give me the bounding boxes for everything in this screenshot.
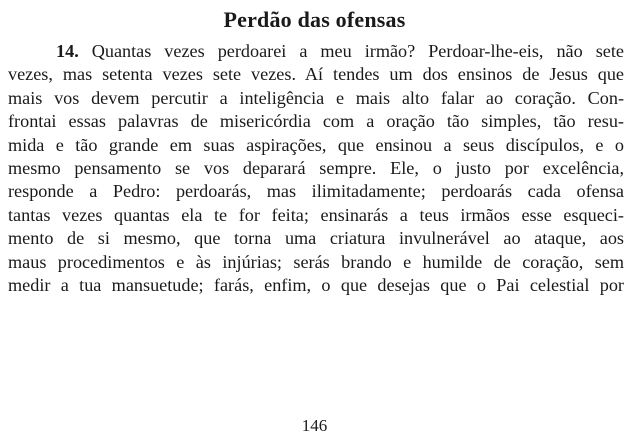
- page-number: 146: [301, 416, 328, 435]
- text-line: frontai essas palavras de misericórdia com a oração tão simples, tão resu-: [8, 111, 624, 132]
- text-line: vezes, mas setenta vezes sete vezes. Aí tendes um dos ensinos de Jesus que: [8, 64, 624, 85]
- text-line: responde a Pedro: perdoarás, mas ilimitadamente; perdoarás cada ofensa: [8, 181, 624, 202]
- text-line: tantas vezes quantas ela te for feita; ensinarás a teus irmãos esse esqueci-: [8, 204, 624, 225]
- text-line: [8, 40, 624, 63]
- text-line: mento de si mesmo, que torna uma criatura invulnerável ao ataque, aos: [8, 228, 624, 249]
- page-title: Perdão das ofensas: [223, 7, 406, 32]
- paragraph-number: 14.: [56, 41, 79, 61]
- text-line: mida e tão grande em suas aspirações, que ensinou a seus discípulos, e o: [8, 134, 624, 155]
- text-line-content: Quantas vezes perdoarei a meu irmão? Perdoar-lhe-eis, não sete: [78, 41, 624, 61]
- text-line: mesmo pensamento se vos deparará sempre. Ele, o justo por excelência,: [8, 157, 624, 178]
- paragraph-14: [8, 40, 624, 297]
- text-line: medir a tua mansuetude; farás, enfim, o que desejas que o Pai celestial por: [8, 274, 624, 295]
- text-line: maus procedimentos e às injúrias; serás brando e humilde de coração, sem: [8, 251, 624, 272]
- text-line: mais vos devem percutir a inteligência e mais alto falar ao coração. Con-: [8, 87, 624, 108]
